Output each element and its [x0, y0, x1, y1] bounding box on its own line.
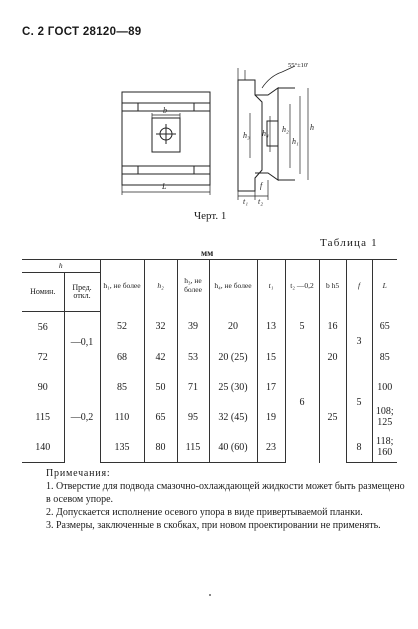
page-header: С. 2 ГОСТ 28120—89 — [22, 26, 142, 38]
notes-title: Примечания: — [46, 468, 111, 479]
header-f: f — [346, 260, 372, 312]
cell-L: 118; 160 — [372, 432, 397, 463]
dim-h: h — [310, 123, 314, 132]
dim-t1: t₁ — [243, 197, 249, 206]
cell-h3: 95 — [177, 402, 209, 432]
cell-h: 115 — [22, 402, 64, 432]
cell-h4: 20 (25) — [209, 342, 257, 372]
cell-h4: 32 (45) — [209, 402, 257, 432]
cell-tolerance: —0,1 — [64, 312, 100, 373]
table-label: Таблица 1 — [320, 237, 378, 249]
cell-h1: 85 — [100, 372, 144, 402]
header-tolerance: Пред. откл. — [64, 273, 100, 312]
dim-h2: h₂ — [282, 125, 289, 134]
cell-h3: 53 — [177, 342, 209, 372]
cell-h3: 39 — [177, 312, 209, 343]
header-t1: t₁ — [257, 260, 285, 312]
cell-t1: 19 — [257, 402, 285, 432]
dim-b: b — [163, 106, 167, 115]
dimensions-table — [22, 259, 397, 463]
cell-h2: 50 — [144, 372, 177, 402]
dim-t2: t₂ — [258, 197, 264, 206]
cell-h: 140 — [22, 432, 64, 463]
header-h: h — [22, 260, 100, 273]
header-nominal: Номин. — [22, 273, 64, 312]
header-L: L — [372, 260, 397, 312]
cell-h: 56 — [22, 312, 64, 343]
figure-caption: Черт. 1 — [194, 210, 227, 222]
cell-f: 5 — [346, 372, 372, 432]
header-h3: h₃, не более — [177, 260, 209, 312]
header-h4: h₄, не более — [209, 260, 257, 312]
technical-drawing — [110, 58, 335, 208]
cell-t2: 6 — [285, 342, 319, 463]
cell-t1: 17 — [257, 372, 285, 402]
header-h1: h₁, не более — [100, 260, 144, 312]
note-item: 1. Отверстие для подвода смазочно-охлаждающей жидкости может быть размещено в осевом упоре. — [46, 481, 405, 505]
cell-t2: 5 — [285, 312, 319, 343]
cell-h1: 135 — [100, 432, 144, 463]
cell-t1: 15 — [257, 342, 285, 372]
cell-t1: 13 — [257, 312, 285, 343]
cell-h3: 71 — [177, 372, 209, 402]
cell-h2: 80 — [144, 432, 177, 463]
dim-h4: h₄ — [262, 129, 269, 138]
angle-label: 55°±10' — [288, 62, 309, 69]
dim-h1: h₁ — [292, 137, 299, 146]
cell-h3: 115 — [177, 432, 209, 463]
dim-h3: h₃ — [243, 131, 250, 140]
note-item: 2. Допускается исполнение осевого упора в виде привертываемой планки. — [46, 507, 363, 518]
dim-f: f — [260, 181, 263, 190]
header-h2: h₂ — [144, 260, 177, 312]
cell-h2: 42 — [144, 342, 177, 372]
cell-b: 16 — [319, 312, 346, 343]
cell-h1: 110 — [100, 402, 144, 432]
cell-h: 90 — [22, 372, 64, 402]
cell-tolerance: —0,2 — [64, 372, 100, 463]
cell-L: 65 — [379, 321, 390, 333]
note-item: 3. Размеры, заключенные в скобках, при новом проектировании не применять. — [46, 520, 381, 531]
cell-L: 100 — [377, 381, 393, 393]
units-label: мм — [201, 248, 214, 258]
cell-b: 20 — [319, 342, 346, 372]
cell-h: 72 — [22, 342, 64, 372]
cell-h1: 52 — [100, 312, 144, 343]
cell-h1: 68 — [100, 342, 144, 372]
cell-f: 8 — [346, 432, 372, 463]
cell-h4: 25 (30) — [209, 372, 257, 402]
header-b: b h5 — [319, 260, 346, 312]
cell-h2: 65 — [144, 402, 177, 432]
page-mark — [209, 594, 211, 596]
notes-section — [46, 467, 406, 532]
cell-h4: 20 — [209, 312, 257, 343]
cell-L: 85 — [379, 351, 390, 363]
cell-h2: 32 — [144, 312, 177, 343]
cell-L: 108; 125 — [375, 406, 394, 428]
cell-h4: 40 (60) — [209, 432, 257, 463]
header-t2: t₂ —0,2 — [285, 260, 319, 312]
cell-b: 25 — [319, 372, 346, 463]
cell-t1: 23 — [257, 432, 285, 463]
dim-L: L — [162, 182, 167, 191]
cell-f: 3 — [346, 312, 372, 373]
